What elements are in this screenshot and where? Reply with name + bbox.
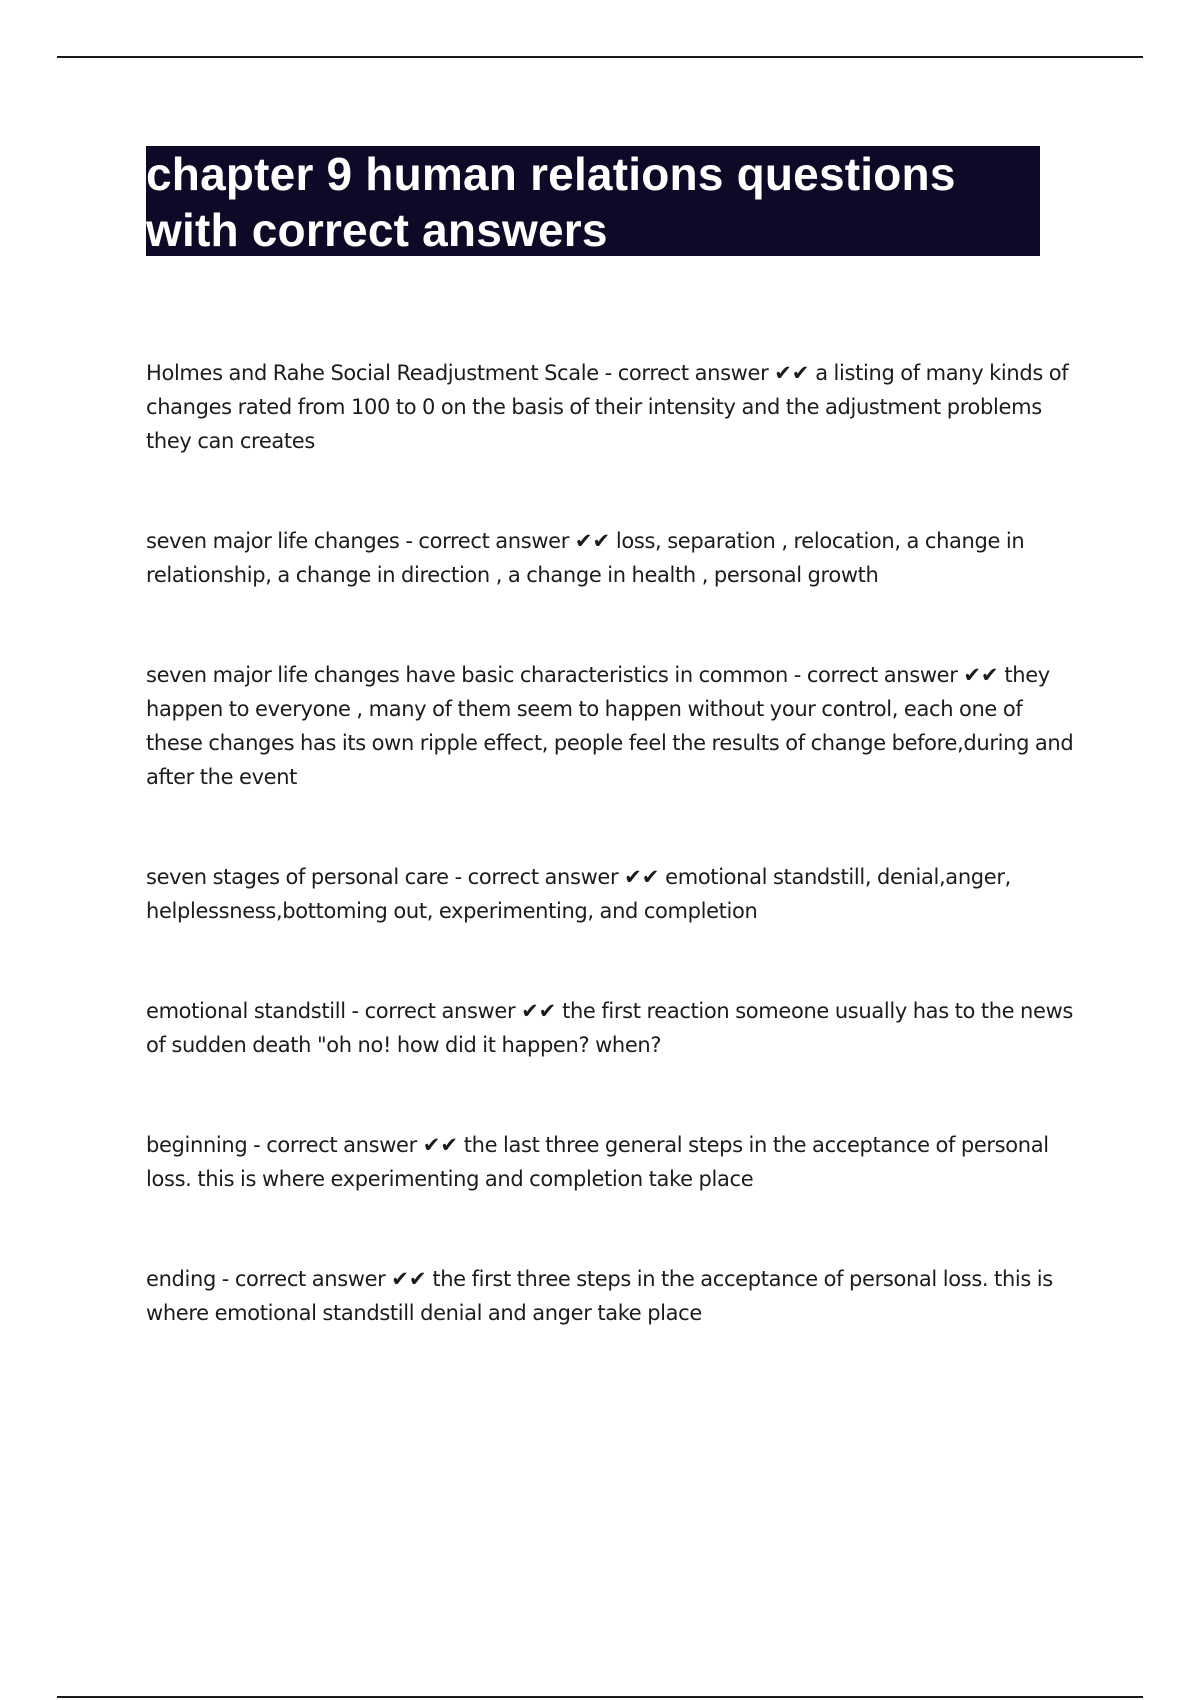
qa-term: beginning (146, 1133, 248, 1157)
checkmark-icon: ✔✔ (774, 361, 810, 385)
qa-separator: - correct answer (399, 529, 575, 553)
qa-separator: - correct answer (215, 1267, 392, 1291)
qa-item (146, 860, 1081, 928)
qa-separator: - correct answer (598, 361, 775, 385)
qa-answer: the last three general steps in the acceptance of personal loss. this is where experimenting and completion take place (146, 1133, 1049, 1191)
qa-list (146, 356, 1081, 1330)
qa-item (146, 356, 1081, 458)
document-title: chapter 9 human relations questions with correct answers (146, 148, 956, 256)
qa-separator: - correct answer (448, 865, 625, 889)
qa-term: seven major life changes have basic characteristics in common (146, 663, 788, 687)
footer-rule (57, 1696, 1143, 1698)
qa-item (146, 658, 1081, 794)
qa-separator: - correct answer (345, 999, 522, 1023)
checkmark-icon: ✔✔ (391, 1267, 427, 1291)
checkmark-icon: ✔✔ (574, 529, 611, 553)
checkmark-icon: ✔✔ (422, 1133, 458, 1157)
qa-item (146, 1262, 1081, 1330)
qa-term: emotional standstill (146, 999, 346, 1023)
qa-item (146, 994, 1081, 1062)
checkmark-icon: ✔✔ (624, 865, 660, 889)
qa-term: Holmes and Rahe Social Readjustment Scale (146, 361, 599, 385)
qa-answer: emotional standstill, denial,anger, helplessness,bottoming out, experimenting, and completion (146, 865, 1011, 923)
qa-item (146, 1128, 1081, 1196)
qa-term: ending (146, 1267, 216, 1291)
header-rule (57, 56, 1143, 58)
qa-answer: the first reaction someone usually has to the news of sudden death "oh no! how did it happen? when? (146, 999, 1074, 1057)
qa-answer: the first three steps in the acceptance of personal loss. this is where emotional standstill denial and anger take place (146, 1267, 1053, 1325)
title-banner (146, 146, 1040, 256)
qa-separator: - correct answer (787, 663, 964, 687)
qa-separator: - correct answer (247, 1133, 423, 1157)
checkmark-icon: ✔✔ (963, 663, 999, 687)
qa-term: seven stages of personal care (146, 865, 449, 889)
qa-answer: loss, separation , relocation, a change in relationship, a change in direction , a change in health , personal growth (146, 529, 1025, 587)
qa-item (146, 524, 1081, 592)
checkmark-icon: ✔✔ (521, 999, 557, 1023)
qa-term: seven major life changes (146, 529, 400, 553)
qa-answer: they happen to everyone , many of them seem to happen without your control, each one of these changes has its own ripple effect, people feel the results of change before,during and after the event (146, 663, 1074, 789)
qa-answer: a listing of many kinds of changes rated from 100 to 0 on the basis of their intensity and the adjustment problems they can creates (146, 361, 1069, 453)
